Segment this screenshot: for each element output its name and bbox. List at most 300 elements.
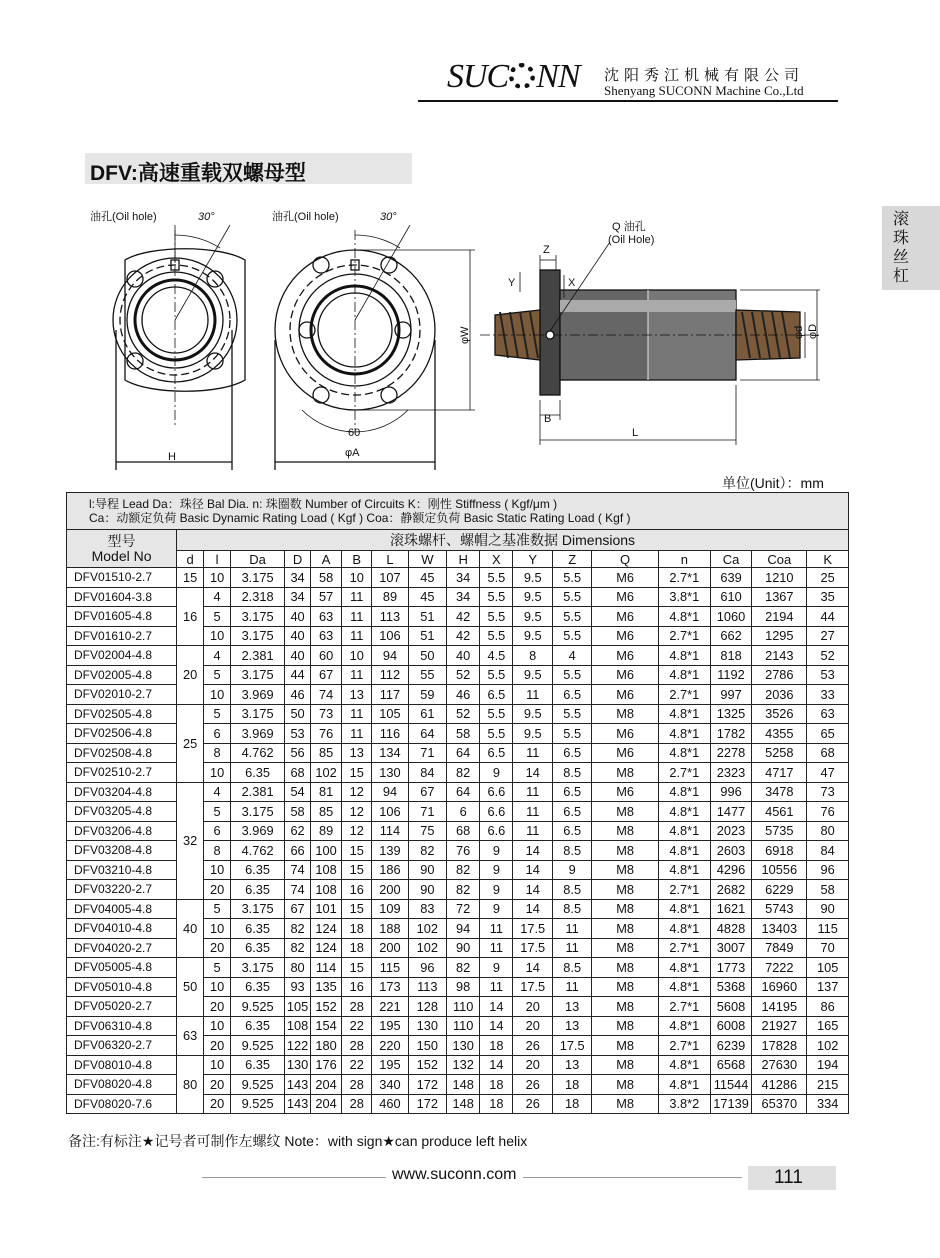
angle-label-2: 30° [380,211,397,223]
table-cell: 33 [807,685,849,705]
table-cell: 112 [372,665,408,685]
table-cell: 3.175 [231,704,285,724]
table-cell: 9.5 [513,665,552,685]
model-cell: DFV01610-2.7 [67,626,177,646]
table-cell: 105 [372,704,408,724]
table-cell: 55 [408,665,446,685]
table-cell: 5368 [710,977,752,997]
diameter-cell: 15 [177,568,204,588]
table-cell: 18 [342,919,372,939]
table-cell: 9 [552,860,591,880]
table-cell: 4.8*1 [658,724,710,744]
table-cell: 334 [807,1094,849,1114]
table-cell: 105 [807,958,849,978]
table-cell: 35 [807,587,849,607]
table-cell: 17.5 [513,938,552,958]
dim-a-label: φA [345,447,360,459]
legend-line-1: l:导程 Lead Da：珠径 Bal Dia. n: 珠圈数 Number of Circuits K：刚性 Stiffness ( Kgf/μm ) [89,497,558,511]
table-cell: M8 [592,958,658,978]
table-cell: 34 [447,587,480,607]
table-cell: 27 [807,626,849,646]
table-cell: 4.8*1 [658,841,710,861]
table-cell: 16 [342,977,372,997]
table-cell: 17.5 [513,977,552,997]
table-cell: 9 [480,880,513,900]
table-cell: 26 [513,1036,552,1056]
column-header-d: D [285,551,311,568]
column-header-ca: Ca [710,551,752,568]
table-cell: 70 [807,938,849,958]
table-cell: 93 [285,977,311,997]
table-cell: 50 [285,704,311,724]
column-header-n: n [658,551,710,568]
table-cell: 2194 [752,607,807,627]
table-cell: M6 [592,568,658,588]
table-cell: 21927 [752,1016,807,1036]
model-cell: DFV06320-2.7 [67,1036,177,1056]
table-cell: 113 [408,977,446,997]
table-cell: 17.5 [552,1036,591,1056]
table-cell: 53 [807,665,849,685]
table-cell: 58 [447,724,480,744]
model-cell: DFV04010-4.8 [67,919,177,939]
table-cell: 11 [513,685,552,705]
table-cell: 6.5 [552,802,591,822]
footnote: 备注:有标注★记号者可制作左螺纹 Note：with sign★can produce left helix [68,1133,528,1149]
model-cell: DFV08020-7.6 [67,1094,177,1114]
table-cell: 11 [552,919,591,939]
table-cell: 116 [372,724,408,744]
table-cell: 2.7*1 [658,763,710,783]
table-cell: 2.7*1 [658,880,710,900]
table-cell: 9.5 [513,587,552,607]
table-cell: 4 [552,646,591,666]
table-cell: 2.7*1 [658,938,710,958]
table-cell: 154 [311,1016,342,1036]
nut-side-view [480,242,820,445]
table-cell: 82 [447,880,480,900]
table-cell: 9 [480,860,513,880]
oil-hole-label-2: 油孔(Oil hole) [272,211,339,223]
table-cell: 90 [408,860,446,880]
side-tab [882,206,940,290]
table-cell: 46 [447,685,480,705]
table-cell: 68 [447,821,480,841]
table-cell: 4.8*1 [658,743,710,763]
column-header-z: Z [552,551,591,568]
table-cell: 221 [372,997,408,1017]
table-cell: 818 [710,646,752,666]
table-cell: 4.8*1 [658,782,710,802]
table-row [67,1055,849,1075]
table-cell: 109 [372,899,408,919]
table-cell: M8 [592,1036,658,1056]
table-cell: 114 [372,821,408,841]
table-cell: 107 [372,568,408,588]
table-cell: 14 [480,997,513,1017]
legend-line-2: Ca：动额定负荷 Basic Dynamic Rating Load ( Kgf ) Coa：静额定负荷 Basic Static Rating Load ( Kgf ) [89,511,631,525]
gear-icon [509,63,535,89]
table-cell: 4.8*1 [658,899,710,919]
table-cell: 75 [408,821,446,841]
table-cell: 143 [285,1094,311,1114]
table-cell: 20 [204,938,231,958]
table-cell: 89 [372,587,408,607]
table-cell: 18 [480,1075,513,1095]
company-name-en: Shenyang SUCONN Machine Co.,Ltd [604,83,804,98]
diameter-cell: 25 [177,704,204,782]
table-cell: 102 [408,938,446,958]
table-cell: 110 [447,997,480,1017]
table-cell: 83 [408,899,446,919]
table-cell: 139 [372,841,408,861]
table-cell: 5735 [752,821,807,841]
table-cell: 3.8*1 [658,587,710,607]
table-cell: 13 [552,997,591,1017]
table-cell: 6.5 [480,743,513,763]
dim-h-label: H [168,451,176,463]
table-cell: 5258 [752,743,807,763]
table-cell: 67 [408,782,446,802]
table-cell: 8 [204,743,231,763]
table-cell: 74 [285,860,311,880]
table-cell: 47 [807,763,849,783]
table-cell: 52 [447,704,480,724]
table-cell: 152 [408,1055,446,1075]
table-cell: 105 [285,997,311,1017]
table-cell: 7222 [752,958,807,978]
table-cell: 72 [447,899,480,919]
table-cell: 115 [807,919,849,939]
table-cell: 3.969 [231,724,285,744]
table-cell: 102 [311,763,342,783]
table-cell: 6239 [710,1036,752,1056]
table-cell: 195 [372,1016,408,1036]
model-cell: DFV03206-4.8 [67,821,177,841]
table-cell: 76 [447,841,480,861]
table-cell: 40 [447,646,480,666]
table-cell: 9.525 [231,1075,285,1095]
table-cell: 5.5 [480,724,513,744]
table-cell: 3.8*2 [658,1094,710,1114]
table-cell: 27630 [752,1055,807,1075]
column-header-h: H [447,551,480,568]
table-cell: 10 [204,1016,231,1036]
table-cell: 10 [204,1055,231,1075]
column-header-l: l [204,551,231,568]
model-cell: DFV02510-2.7 [67,763,177,783]
page-title: DFV:高速重载双螺母型 [90,162,306,185]
table-cell: 11 [513,802,552,822]
table-cell: 5 [204,607,231,627]
table-cell: 11 [552,977,591,997]
table-cell: 14195 [752,997,807,1017]
table-cell: 82 [447,763,480,783]
table-cell: 82 [408,841,446,861]
table-cell: 13 [552,1055,591,1075]
table-cell: 639 [710,568,752,588]
page-number: 111 [774,1167,803,1188]
table-cell: 82 [285,938,311,958]
table-cell: 10 [204,977,231,997]
table-cell: 4.8*1 [658,1016,710,1036]
table-cell: 122 [285,1036,311,1056]
table-cell: 11544 [710,1075,752,1095]
table-cell: 124 [311,938,342,958]
table-row [67,646,849,666]
table-cell: 54 [285,782,311,802]
table-cell: 4.8*1 [658,646,710,666]
table-cell: 20 [204,880,231,900]
table-cell: 200 [372,880,408,900]
table-cell: 340 [372,1075,408,1095]
table-cell: 28 [342,1036,372,1056]
table-cell: 5.5 [480,665,513,685]
column-header-row [67,551,849,568]
table-cell: 5.5 [480,568,513,588]
table-cell: 10 [204,919,231,939]
table-cell: 85 [311,743,342,763]
table-cell: 6.6 [480,821,513,841]
table-cell: 45 [408,587,446,607]
table-cell: M8 [592,977,658,997]
table-cell: 220 [372,1036,408,1056]
model-cell: DFV06310-4.8 [67,1016,177,1036]
table-cell: 11 [342,704,372,724]
table-cell: 2143 [752,646,807,666]
table-cell: 11 [480,977,513,997]
table-cell: 8.5 [552,763,591,783]
spec-table [66,492,849,1114]
diameter-cell: 32 [177,782,204,899]
table-cell: 3.175 [231,958,285,978]
table-cell: 11 [342,724,372,744]
table-cell: 90 [807,899,849,919]
table-cell: 5 [204,958,231,978]
table-cell: 117 [372,685,408,705]
table-cell: 76 [311,724,342,744]
table-cell: 115 [372,958,408,978]
table-cell: 124 [311,919,342,939]
column-header-x: X [480,551,513,568]
table-cell: 6 [447,802,480,822]
header-divider [418,100,838,102]
table-cell: M8 [592,704,658,724]
table-cell: 1192 [710,665,752,685]
column-header-l: L [372,551,408,568]
table-cell: 6.35 [231,938,285,958]
table-cell: 9.5 [513,626,552,646]
table-cell: 3526 [752,704,807,724]
table-cell: 20 [204,1094,231,1114]
table-cell: 5 [204,665,231,685]
table-cell: 10 [204,763,231,783]
table-cell: 5 [204,802,231,822]
dim-z-label: Z [543,244,550,256]
table-cell: 4 [204,646,231,666]
table-cell: 130 [285,1055,311,1075]
table-cell: 108 [311,860,342,880]
dim-d-small-label: φd [793,325,805,339]
table-cell: 12 [342,821,372,841]
table-cell: 68 [285,763,311,783]
table-cell: 9.5 [513,724,552,744]
table-cell: 5.5 [552,704,591,724]
table-cell: 4 [204,587,231,607]
model-cell: DFV02505-4.8 [67,704,177,724]
table-cell: 74 [311,685,342,705]
table-cell: 2786 [752,665,807,685]
table-cell: 15 [342,763,372,783]
table-cell: 194 [807,1055,849,1075]
table-cell: 1295 [752,626,807,646]
model-cell: DFV08010-4.8 [67,1055,177,1075]
diameter-cell: 20 [177,646,204,705]
table-cell: 62 [285,821,311,841]
table-cell: 996 [710,782,752,802]
table-cell: 8.5 [552,899,591,919]
table-cell: 148 [447,1075,480,1095]
table-cell: 42 [447,626,480,646]
table-cell: 4.8*1 [658,1055,710,1075]
table-cell: 6.35 [231,919,285,939]
table-cell: 18 [480,1036,513,1056]
table-cell: 106 [372,802,408,822]
table-cell: 4.8*1 [658,860,710,880]
table-cell: 6008 [710,1016,752,1036]
table-cell: 143 [285,1075,311,1095]
diameter-cell: 50 [177,958,204,1017]
table-cell: 4.8*1 [658,821,710,841]
q-oil-hole-en-label: (Oil Hole) [608,234,655,246]
dimensions-header: 滚珠螺杆、螺帽之基准数据 Dimensions [177,530,849,551]
model-cell: DFV03220-2.7 [67,880,177,900]
table-cell: 2036 [752,685,807,705]
company-name-cn: 沈阳秀江机械有限公司 [604,66,805,84]
table-cell: 42 [447,607,480,627]
table-cell: 5.5 [552,665,591,685]
table-cell: 82 [447,958,480,978]
table-cell: M8 [592,919,658,939]
table-cell: 8 [204,841,231,861]
table-cell: 6.35 [231,977,285,997]
table-cell: 71 [408,743,446,763]
table-cell: 82 [447,860,480,880]
legend-row [67,493,849,530]
table-cell: 1477 [710,802,752,822]
model-cell: DFV01605-4.8 [67,607,177,627]
table-cell: M8 [592,997,658,1017]
table-cell: 89 [311,821,342,841]
table-cell: 176 [311,1055,342,1075]
table-cell: 662 [710,626,752,646]
table-cell: M8 [592,763,658,783]
table-cell: 6.35 [231,1055,285,1075]
table-cell: 9 [480,841,513,861]
table-cell: 8.5 [552,880,591,900]
column-header-y: Y [513,551,552,568]
table-cell: 85 [311,802,342,822]
table-cell: 11 [342,587,372,607]
column-header-w: W [408,551,446,568]
table-cell: 4.762 [231,743,285,763]
table-cell: 4828 [710,919,752,939]
model-cell: DFV03205-4.8 [67,802,177,822]
table-cell: 58 [311,568,342,588]
table-cell: 25 [807,568,849,588]
table-cell: M6 [592,724,658,744]
model-cell: DFV04005-4.8 [67,899,177,919]
table-row [67,782,849,802]
table-cell: M6 [592,782,658,802]
table-cell: 13 [342,743,372,763]
table-cell: 5.5 [552,607,591,627]
column-header-b: B [342,551,372,568]
table-cell: M6 [592,646,658,666]
table-cell: 4296 [710,860,752,880]
table-cell: 150 [408,1036,446,1056]
table-cell: 40 [285,646,311,666]
model-cell: DFV04020-2.7 [67,938,177,958]
table-cell: 14 [513,841,552,861]
table-cell: 108 [285,1016,311,1036]
dim-x-label: X [568,277,576,289]
model-cell: DFV05005-4.8 [67,958,177,978]
table-cell: 215 [807,1075,849,1095]
table-cell: 9 [480,899,513,919]
table-cell: 3.969 [231,821,285,841]
model-cell: DFV05020-2.7 [67,997,177,1017]
table-cell: 2.381 [231,782,285,802]
table-cell: 14 [480,1016,513,1036]
table-cell: 26 [513,1075,552,1095]
table-cell: 3.175 [231,665,285,685]
table-cell: 26 [513,1094,552,1114]
dim-l-label: L [632,427,639,439]
table-cell: 5.5 [480,607,513,627]
table-cell: 20 [513,1016,552,1036]
table-row [67,568,849,588]
table-cell: 101 [311,899,342,919]
table-cell: 64 [447,743,480,763]
table-row [67,899,849,919]
table-cell: 67 [285,899,311,919]
table-cell: 1621 [710,899,752,919]
table-cell: 16 [342,880,372,900]
table-cell: 60 [311,646,342,666]
table-cell: 67 [311,665,342,685]
table-cell: 130 [408,1016,446,1036]
table-cell: 1060 [710,607,752,627]
table-cell: 58 [285,802,311,822]
table-cell: 5 [204,899,231,919]
table-cell: 195 [372,1055,408,1075]
table-cell: 135 [311,977,342,997]
table-cell: 71 [408,802,446,822]
table-cell: M8 [592,880,658,900]
table-cell: 3.175 [231,568,285,588]
table-cell: 94 [372,646,408,666]
table-cell: 74 [285,880,311,900]
table-cell: 13403 [752,919,807,939]
table-cell: 9.525 [231,1094,285,1114]
column-header-coa: Coa [752,551,807,568]
table-cell: 6.5 [552,821,591,841]
table-cell: 14 [513,763,552,783]
column-header-d: d [177,551,204,568]
table-cell: 4.8*1 [658,802,710,822]
table-cell: 2.318 [231,587,285,607]
